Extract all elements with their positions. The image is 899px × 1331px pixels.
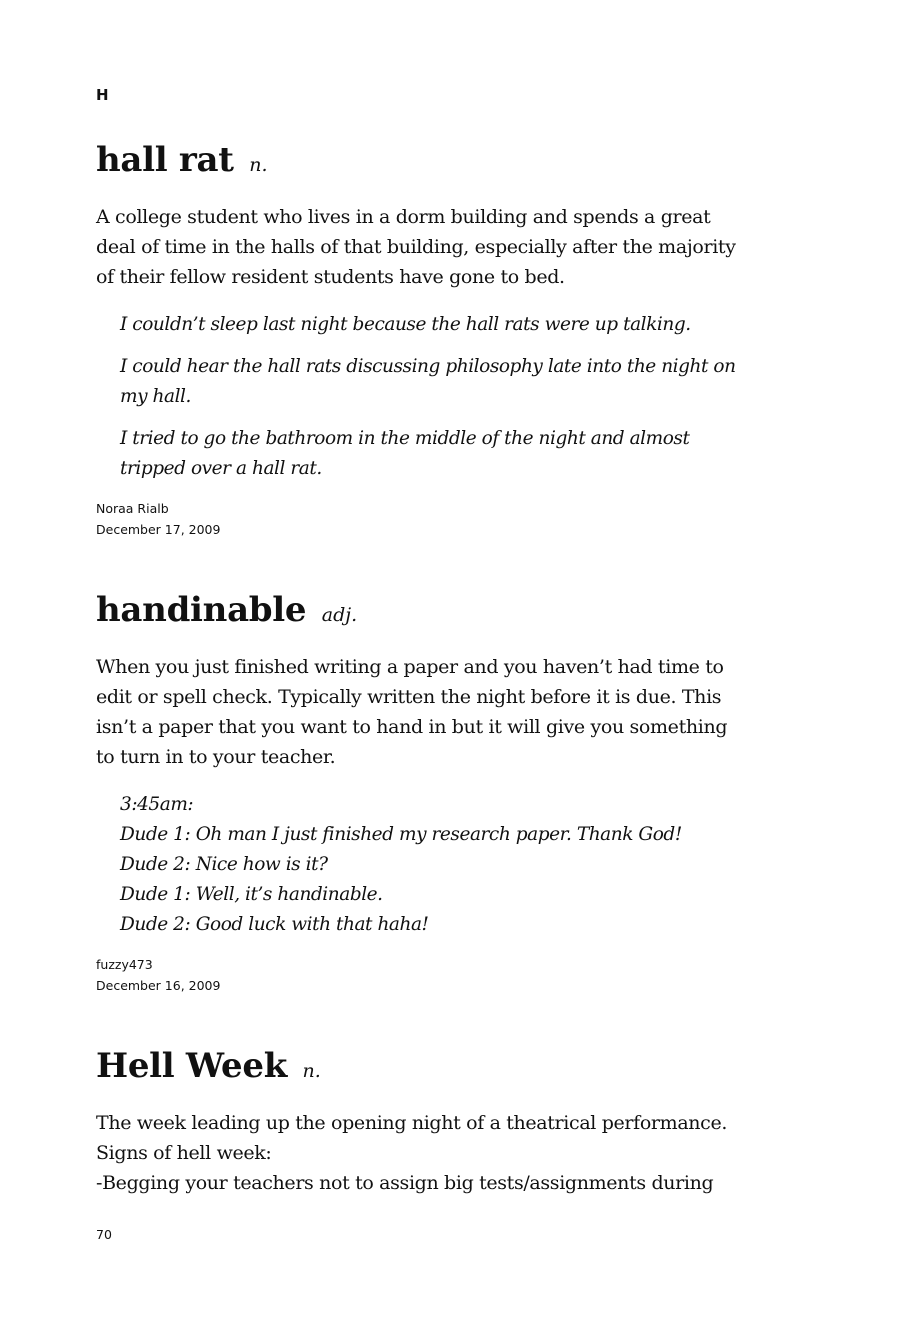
term: hall rat xyxy=(96,140,234,180)
entry-headword xyxy=(96,590,776,635)
definition: When you just finished writing a paper and you haven’t had time to edit or spell check. Typically written the night before it is due. This isn’t a paper that you want to hand in but it will give you something to turn in to your teacher. xyxy=(96,656,728,768)
part-of-speech: adj. xyxy=(321,604,358,626)
entry-meta xyxy=(96,954,776,996)
term: handinable xyxy=(96,590,307,630)
entry-meta xyxy=(96,498,776,540)
example-sentence: I could hear the hall rats discussing philosophy late into the night on my hall. xyxy=(120,356,736,407)
examples xyxy=(96,790,776,940)
definition: A college student who lives in a dorm building and spends a great deal of time in the halls of that building, especially after the majority of their fellow resident students have gone to bed. xyxy=(96,206,736,288)
example-dialogue: 3:45am: Dude 1: Oh man I just finished my research paper. Thank God! Dude 2: Nice how is it? Dude 1: Well, it’s handinable. Dude 2: Good luck with that haha! xyxy=(120,794,682,935)
author: fuzzy473 xyxy=(96,957,153,972)
section-letter: H xyxy=(96,86,109,104)
entry-headword xyxy=(96,140,776,185)
author: Noraa Rialb xyxy=(96,501,169,516)
definition: The week leading up the opening night of a theatrical performance. Signs of hell week: -Begging your teachers not to assign big tests/assignments during xyxy=(96,1112,728,1194)
part-of-speech: n. xyxy=(249,154,268,176)
page-number: 70 xyxy=(96,1227,112,1242)
part-of-speech: n. xyxy=(302,1060,321,1082)
example-sentence: I tried to go the bathroom in the middle of the night and almost tripped over a hall rat. xyxy=(120,428,690,479)
date: December 16, 2009 xyxy=(96,978,221,993)
examples xyxy=(96,310,776,484)
entry-handinable xyxy=(96,590,776,996)
entry-hell-week xyxy=(96,1046,776,1198)
date: December 17, 2009 xyxy=(96,522,221,537)
entry-headword xyxy=(96,1046,776,1091)
example-sentence: I couldn’t sleep last night because the hall rats were up talking. xyxy=(120,314,691,335)
term: Hell Week xyxy=(96,1046,287,1086)
entry-hall-rat xyxy=(96,140,776,540)
